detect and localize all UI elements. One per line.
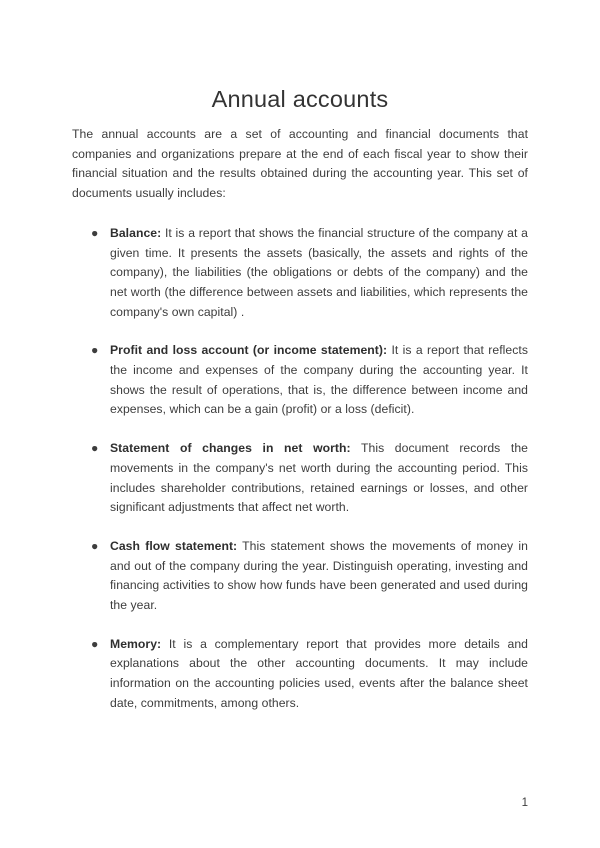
- list-item: [72, 341, 528, 420]
- list-item: [72, 439, 528, 518]
- list-item-description: It is a complementary report that provides more details and explanations about the other accounting documents. It may include information on the accounting policies used, events after the balance sheet date, commitments, among others.: [110, 636, 528, 710]
- intro-paragraph: The annual accounts are a set of accounting and financial documents that companies and organizations prepare at the end of each fiscal year to show their financial situation and the results obtained during the accounting year. This set of documents usually includes:: [72, 127, 528, 201]
- list-item-term: Profit and loss account (or income statement):: [110, 343, 388, 358]
- bullet-point-icon: ●: [91, 441, 99, 456]
- list-item-description: It is a report that shows the financial structure of the company at a given time. It presents the assets (basically, the assets and rights of the company), the liabilities (the obligations or debts of the company) and the net worth (the difference between assets and liabilities, which represents the company's own capital) .: [110, 225, 528, 319]
- bullet-point-icon: ●: [91, 538, 99, 553]
- page-title: Annual accounts: [211, 86, 389, 112]
- page-number-footer: 1: [521, 797, 528, 809]
- list-item-description: It is a report that reflects the income and expenses of the company during the accounting year. It shows the result of operations, that is, the difference between income and expenses, which can be a gain (profit) or a loss (deficit).: [110, 343, 528, 417]
- list-item: [72, 635, 528, 714]
- list-item-description: This document records the movements in the company's net worth during the accounting period. This includes shareholder contributions, retained earnings or losses, and other significant adjustments that affect net worth.: [110, 441, 528, 515]
- list-item-term: Cash flow statement:: [110, 538, 238, 553]
- bullet-point-icon: ●: [91, 225, 99, 240]
- list-item-description: This statement shows the movements of money in and out of the company during the year. Distinguish operating, investing and financing activities to show how funds have been generated and used during the year.: [110, 538, 529, 613]
- list-item: [72, 537, 528, 616]
- list-item-term: Memory:: [110, 636, 162, 651]
- bullet-point-icon: ●: [91, 343, 99, 358]
- list-item: [72, 224, 528, 323]
- bullet-point-icon: ●: [91, 636, 99, 651]
- document-body: [72, 84, 528, 714]
- document-bullet-list: [72, 224, 528, 714]
- list-item-term: Balance:: [110, 225, 162, 240]
- list-item-term: Statement of changes in net worth:: [110, 441, 351, 456]
